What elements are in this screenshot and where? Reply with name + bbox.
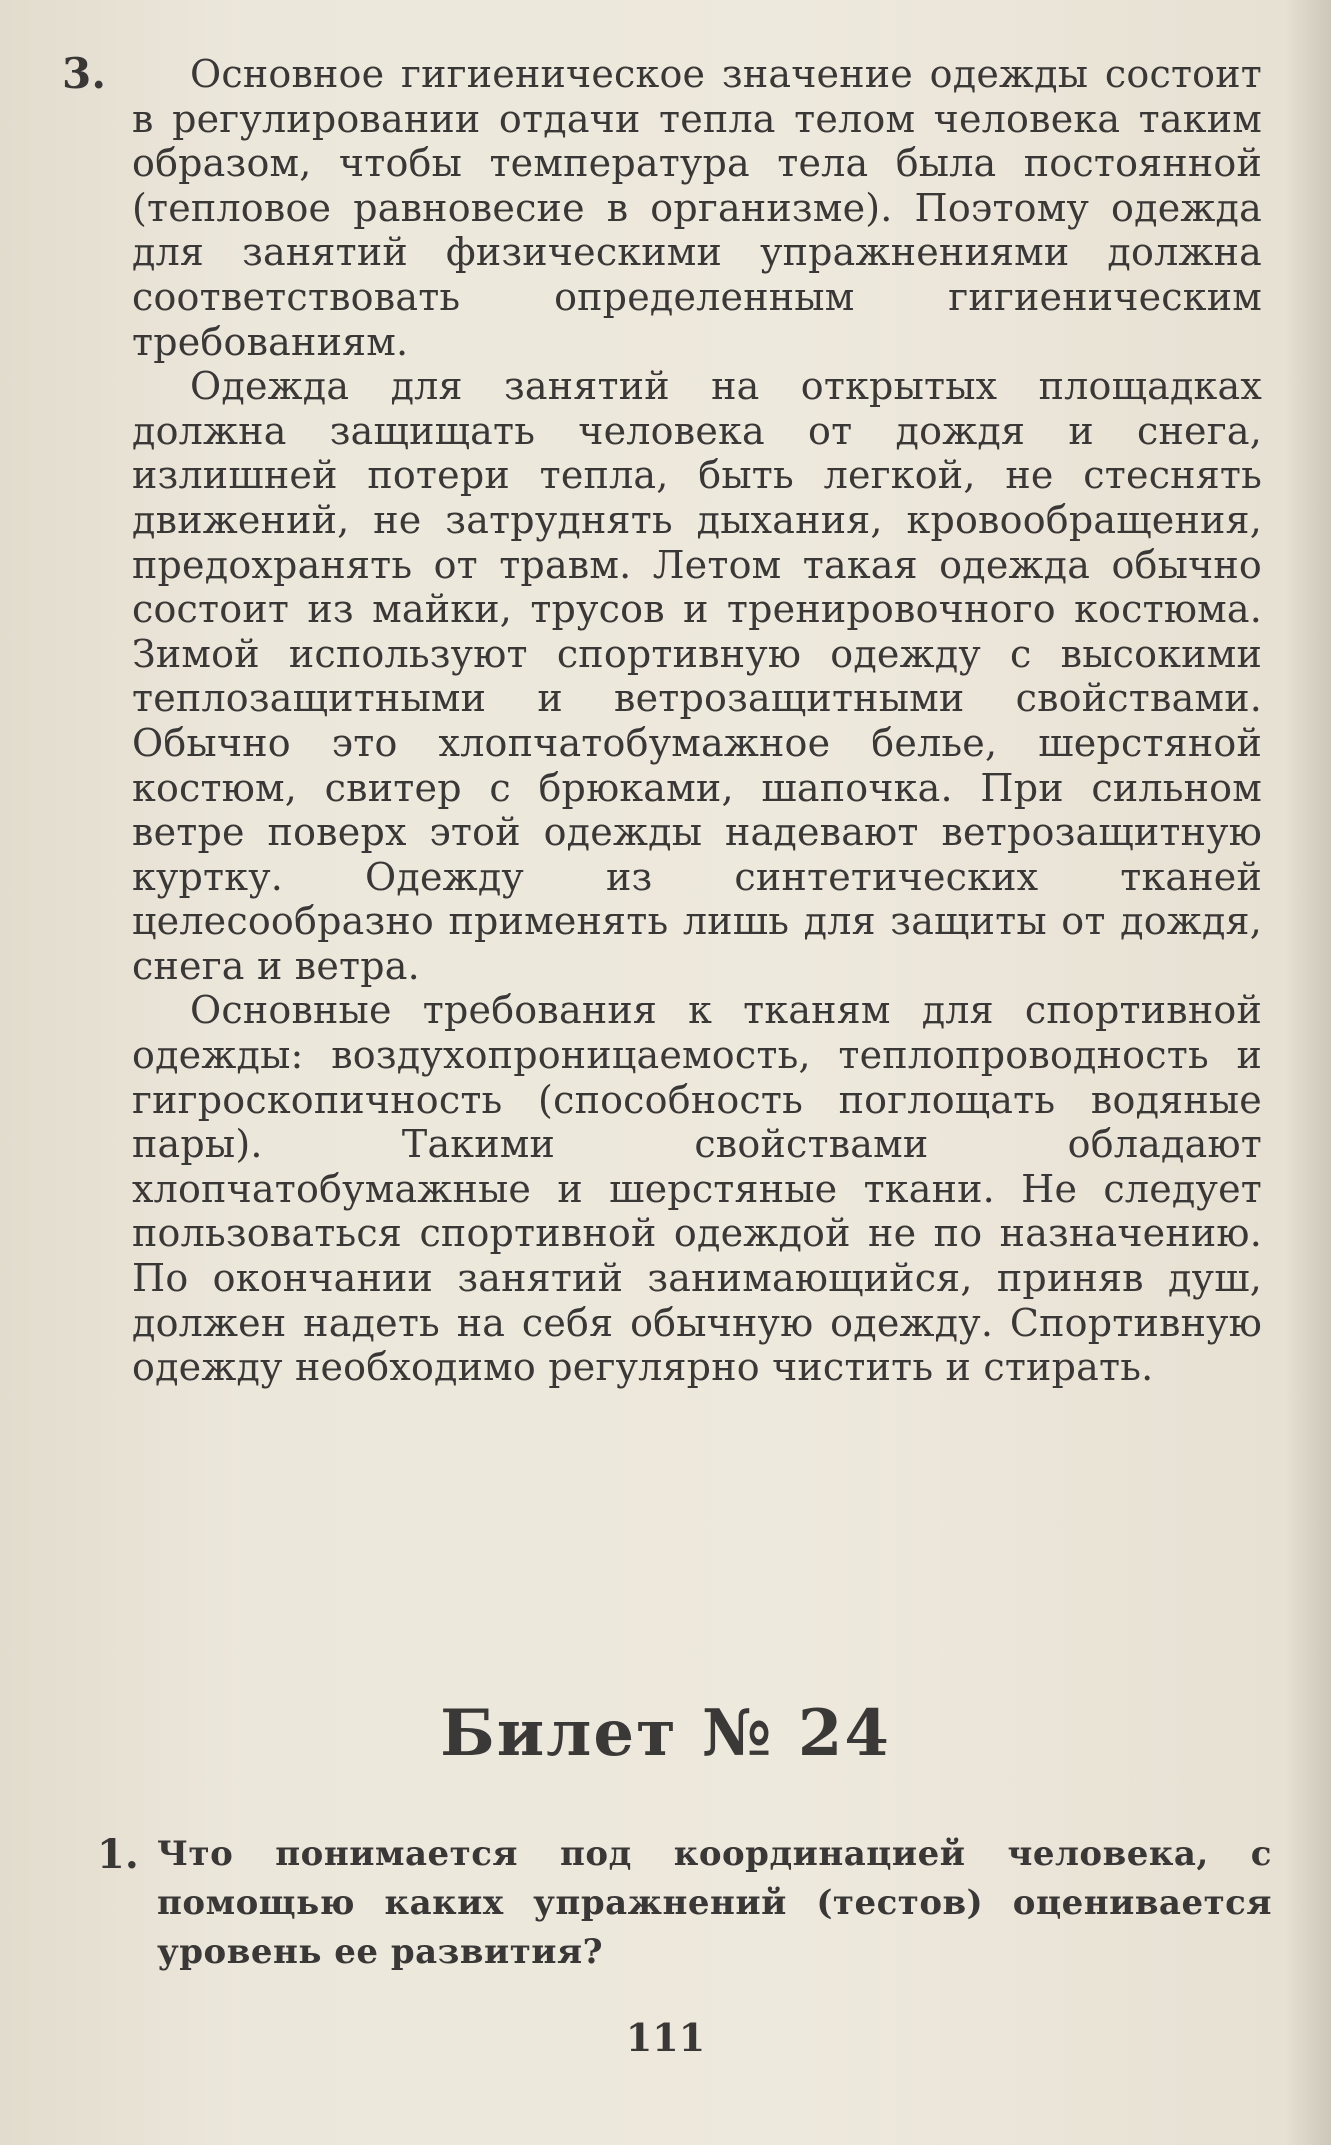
section-3-paragraph-1: Основное гигиеническое значение одежды состоит в регулировании отдачи тепла телом человека таким образом, чтобы температура тела была постоянной (тепловое равновесие в организме). Поэтому одежда для занятий физическими упражнениями должна соответствовать определенным гигиеническим требованиям. <box>132 52 1262 364</box>
page-gutter-shadow <box>1285 0 1331 2145</box>
section-3-paragraph-2: Одежда для занятий на открытых площадках должна защищать человека от дождя и снега, излишней потери тепла, быть легкой, не стеснять движений, не затруднять дыхания, кровообращения, предохранять от травм. Летом такая одежда обычно состоит из майки, трусов и тренировочного костюма. Зимой используют спортивную одежду с высокими теплозащитными и ветрозащитными свойствами. Обычно это хлопчатобумажное белье, шерстяной костюм, свитер с брюками, шапочка. При сильном ветре поверх этой одежды надевают ветрозащитную куртку. Одежду из синтетических тканей целесообразно применять лишь для защиты от дождя, снега и ветра. <box>132 364 1262 988</box>
question-1-number: 1. <box>97 1831 139 1878</box>
section-3 <box>62 49 1262 1390</box>
section-3-number: 3. <box>62 49 107 98</box>
section-3-paragraph-3: Основные требования к тканям для спортивной одежды: воздухопроницаемость, теплопроводность и гигроскопичность (способность поглощать водяные пары). Такими свойствами обладают хлопчатобумажные и шерстяные ткани. Не следует пользоваться спортивной одеждой не по назначению. По окончании занятий занимающийся, приняв душ, должен надеть на себя обычную одежду. Спортивную одежду необходимо регулярно чистить и стирать. <box>132 988 1262 1390</box>
section-3-item <box>62 49 1262 364</box>
question-1-text: Что понимается под координацией человека, с помощью каких упражнений (тестов) оценивается уровень ее развития? <box>157 1834 1272 1972</box>
ticket-title: Билет № 24 <box>440 1696 891 1771</box>
page-number: 111 <box>625 2015 706 2060</box>
question-1 <box>97 1830 1272 1977</box>
